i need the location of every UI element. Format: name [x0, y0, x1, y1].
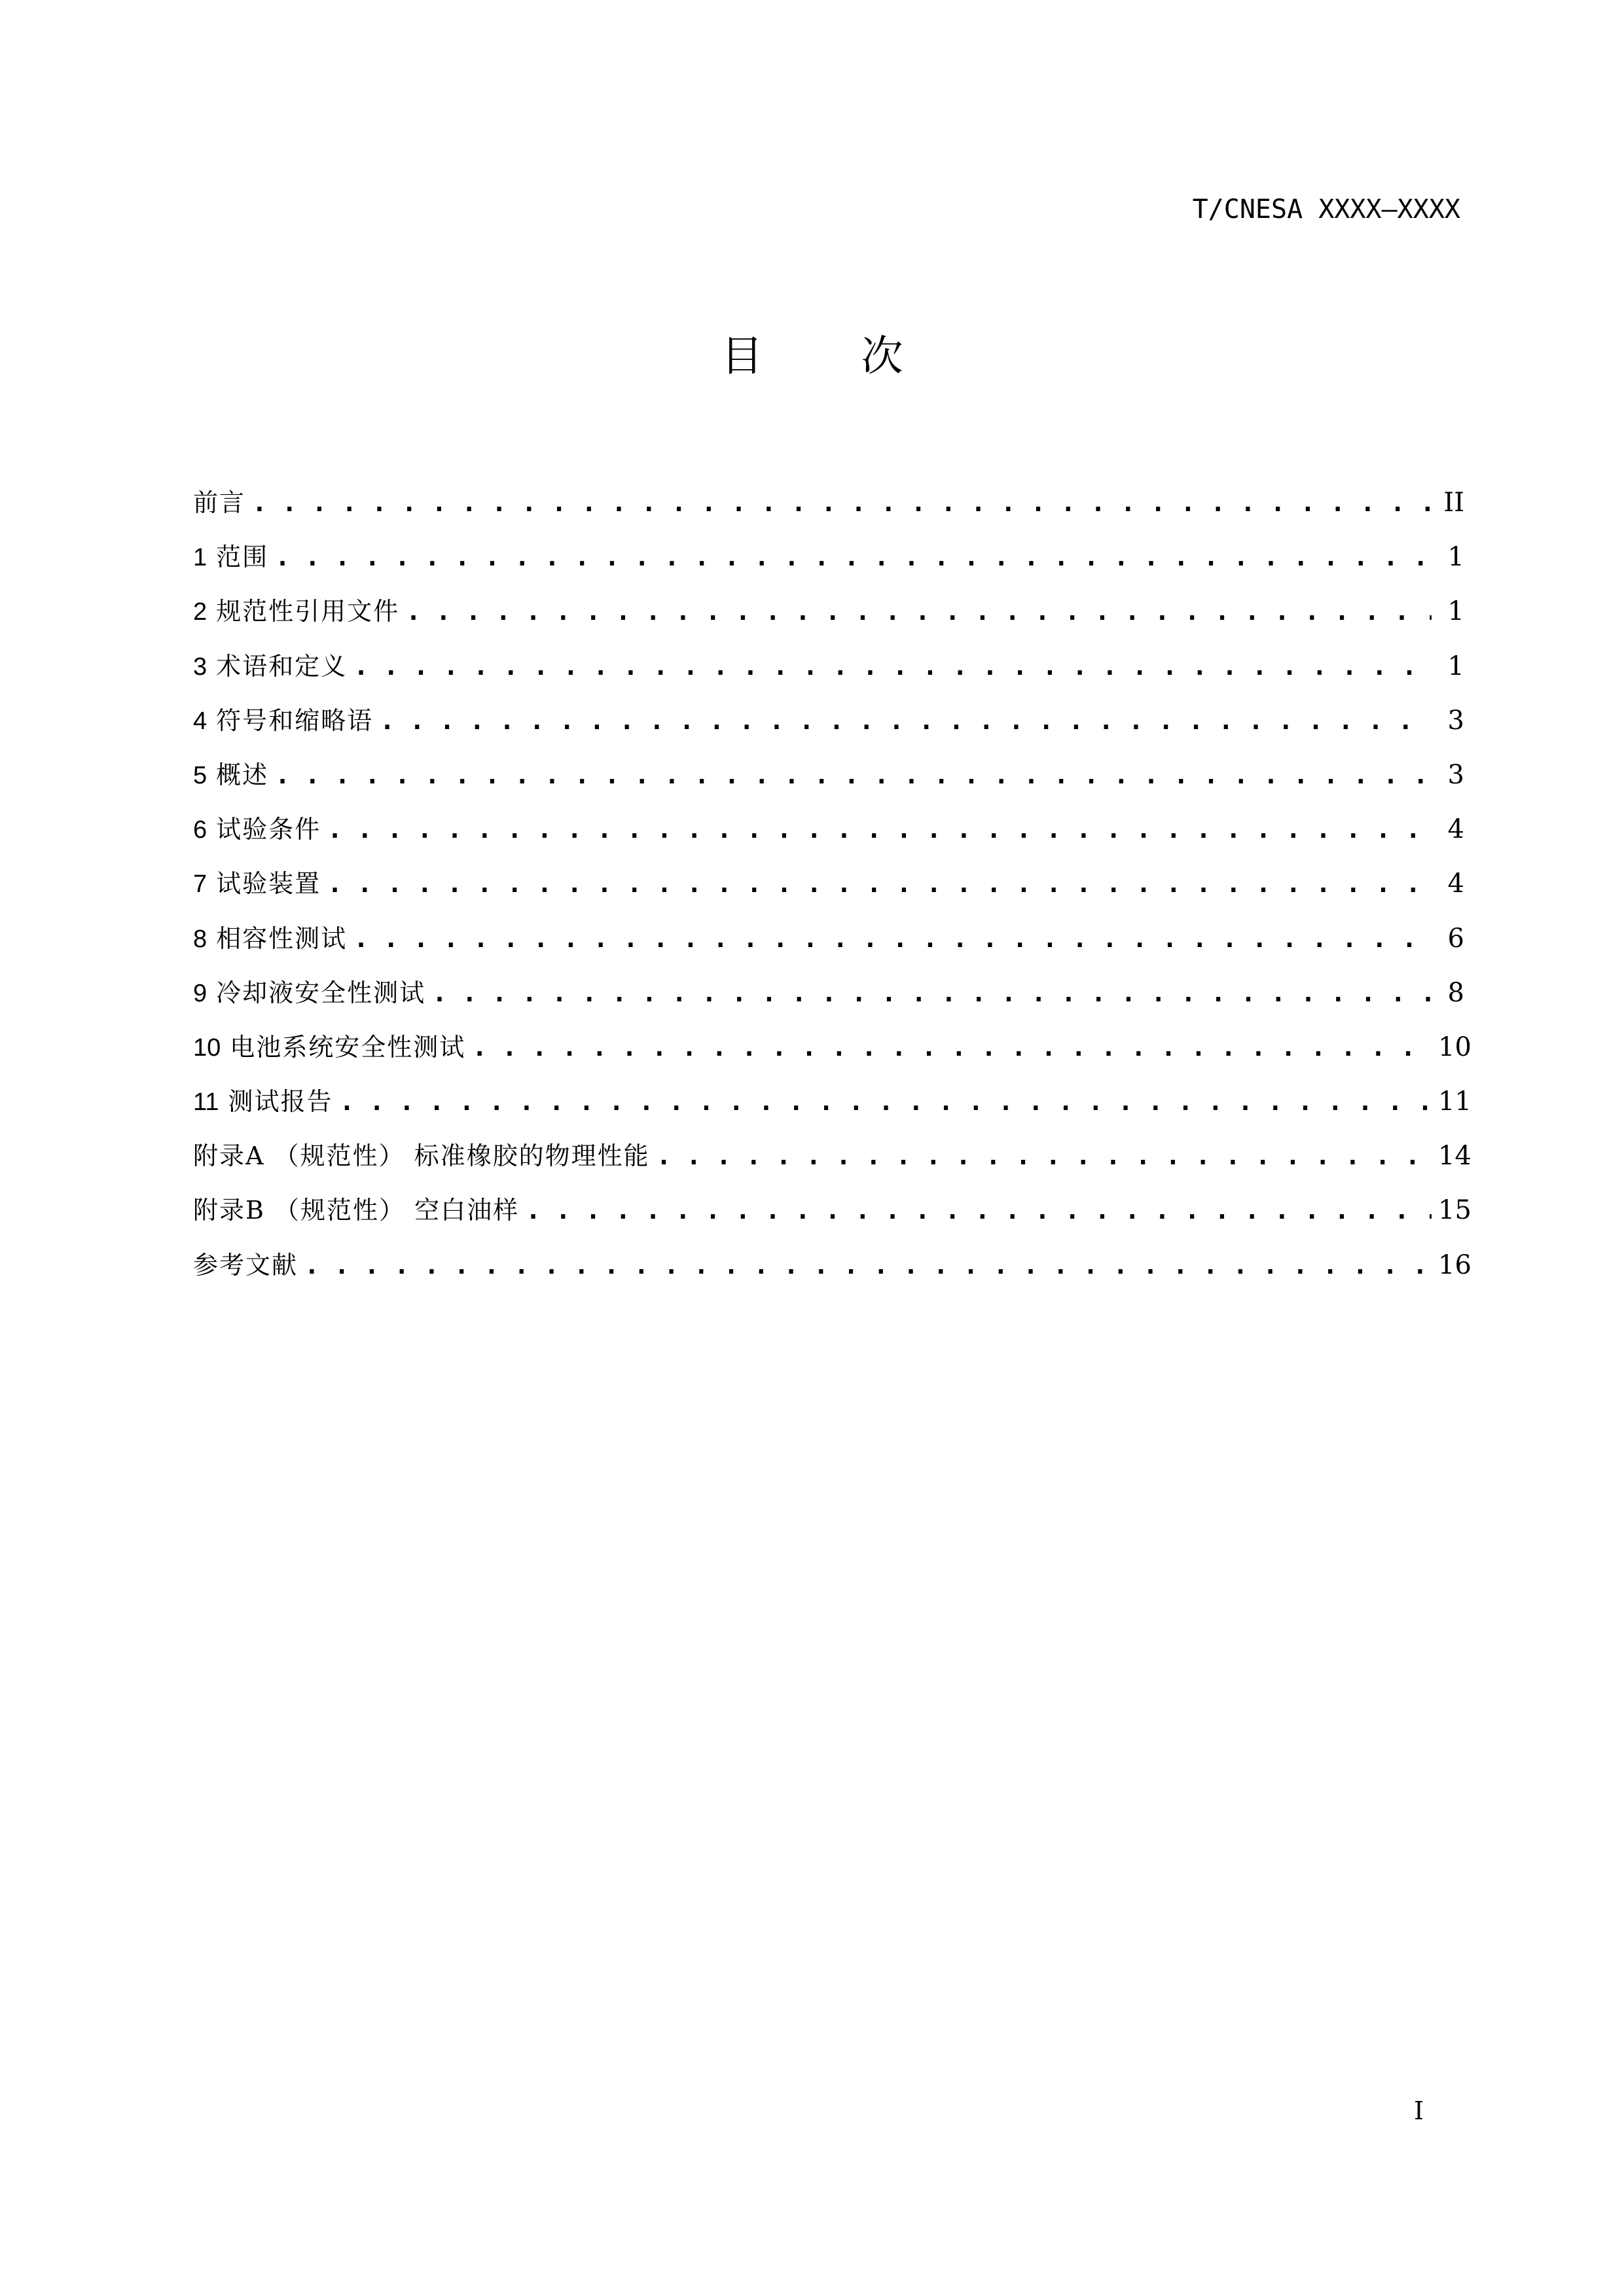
toc-entry-number: 11: [193, 1088, 219, 1117]
dot-leader: [252, 480, 1432, 526]
toc-entry-page: 16: [1438, 1249, 1471, 1280]
page-number: I: [1414, 2096, 1424, 2125]
toc-entry-label[interactable]: 规范性引用文件: [216, 597, 400, 626]
toc-entry-label[interactable]: 前言: [193, 488, 246, 517]
title-char-2: 次: [861, 332, 903, 381]
dot-leader: [472, 1024, 1432, 1070]
toc-entry-number: 7: [193, 870, 208, 899]
toc-entry-number: 1: [193, 544, 208, 572]
toc-entry-page: 3: [1447, 705, 1464, 736]
toc-entry-overview[interactable]: [193, 752, 1464, 806]
toc-entry-page: 1: [1447, 596, 1464, 627]
toc-entry-page: 11: [1438, 1086, 1471, 1117]
toc-entry-label[interactable]: 符号和缩略语: [216, 706, 374, 735]
toc-entry-label[interactable]: 试验条件: [216, 815, 321, 844]
toc-entry-number: 9: [193, 979, 208, 1007]
toc-entry-page: 6: [1447, 923, 1464, 954]
toc-entry-compatibility-test[interactable]: [193, 916, 1464, 970]
toc-entry-number: 2: [193, 598, 208, 626]
dot-leader: [353, 643, 1432, 689]
toc-entry-number: 8: [193, 925, 208, 953]
toc-entry-test-apparatus[interactable]: [193, 861, 1464, 915]
toc-entry-label[interactable]: 概述: [216, 760, 269, 789]
toc-entry-test-conditions[interactable]: [193, 806, 1464, 861]
toc-entry-label[interactable]: 电池系统安全性测试: [230, 1032, 466, 1062]
dot-leader: [304, 1242, 1432, 1288]
toc-entry-normative-references[interactable]: [193, 588, 1464, 643]
toc-entry-number: 10: [193, 1033, 221, 1062]
toc-entry-page: 1: [1447, 651, 1464, 681]
toc-entry-bibliography[interactable]: [193, 1242, 1471, 1297]
toc-entry-page: 10: [1438, 1031, 1471, 1062]
toc-entry-annex-a[interactable]: [193, 1133, 1471, 1187]
toc-entry-coolant-safety-test[interactable]: [193, 970, 1464, 1024]
toc-entry-test-report[interactable]: [193, 1079, 1471, 1133]
toc-entry-terms-definitions[interactable]: [193, 643, 1464, 698]
dot-leader: [275, 534, 1432, 580]
toc-entry-symbols-abbreviations[interactable]: [193, 698, 1464, 752]
toc-entry-page: 3: [1447, 759, 1464, 790]
toc-entry-number: 3: [193, 653, 208, 681]
dot-leader: [432, 970, 1432, 1016]
toc-entry-label[interactable]: 附录A （规范性） 标准橡胶的物理性能: [193, 1141, 650, 1171]
toc-entry-label[interactable]: 附录B （规范性） 空白油样: [193, 1196, 520, 1225]
dot-leader: [327, 806, 1432, 852]
table-of-contents: [193, 480, 1471, 1297]
document-code: T/CNESA XXXX—XXXX: [1192, 194, 1460, 224]
dot-leader: [657, 1133, 1432, 1179]
dot-leader: [406, 588, 1432, 634]
toc-entry-number: 5: [193, 761, 208, 789]
toc-entry-number: 4: [193, 707, 208, 735]
toc-entry-page: 15: [1438, 1195, 1471, 1226]
dot-leader: [275, 752, 1432, 798]
toc-entry-label[interactable]: 相容性测试: [216, 924, 348, 953]
toc-entry-page: 14: [1438, 1141, 1471, 1172]
page-title: [0, 327, 1624, 386]
dot-leader: [339, 1079, 1432, 1124]
title-char-1: 目: [721, 332, 763, 381]
dot-leader: [327, 861, 1432, 906]
toc-entry-label[interactable]: 参考文献: [193, 1250, 298, 1280]
toc-entry-label[interactable]: 术语和定义: [216, 651, 348, 681]
toc-entry-page: 4: [1447, 814, 1464, 845]
toc-entry-page: 1: [1447, 542, 1464, 573]
toc-entry-label[interactable]: 冷却液安全性测试: [216, 978, 426, 1007]
toc-entry-label[interactable]: 试验装置: [216, 869, 321, 899]
toc-entry-label[interactable]: 测试报告: [228, 1087, 333, 1117]
toc-entry-battery-safety-test[interactable]: [193, 1024, 1471, 1079]
toc-entry-foreword[interactable]: [193, 480, 1464, 534]
toc-entry-label[interactable]: 范围: [216, 543, 269, 572]
toc-entry-number: 6: [193, 816, 208, 844]
dot-leader: [526, 1187, 1432, 1233]
toc-entry-page: II: [1443, 488, 1464, 518]
dot-leader: [380, 698, 1432, 744]
dot-leader: [353, 916, 1432, 961]
toc-entry-page: 8: [1447, 977, 1464, 1008]
toc-entry-scope[interactable]: [193, 534, 1464, 588]
toc-entry-page: 4: [1447, 869, 1464, 899]
toc-entry-annex-b[interactable]: [193, 1187, 1471, 1242]
